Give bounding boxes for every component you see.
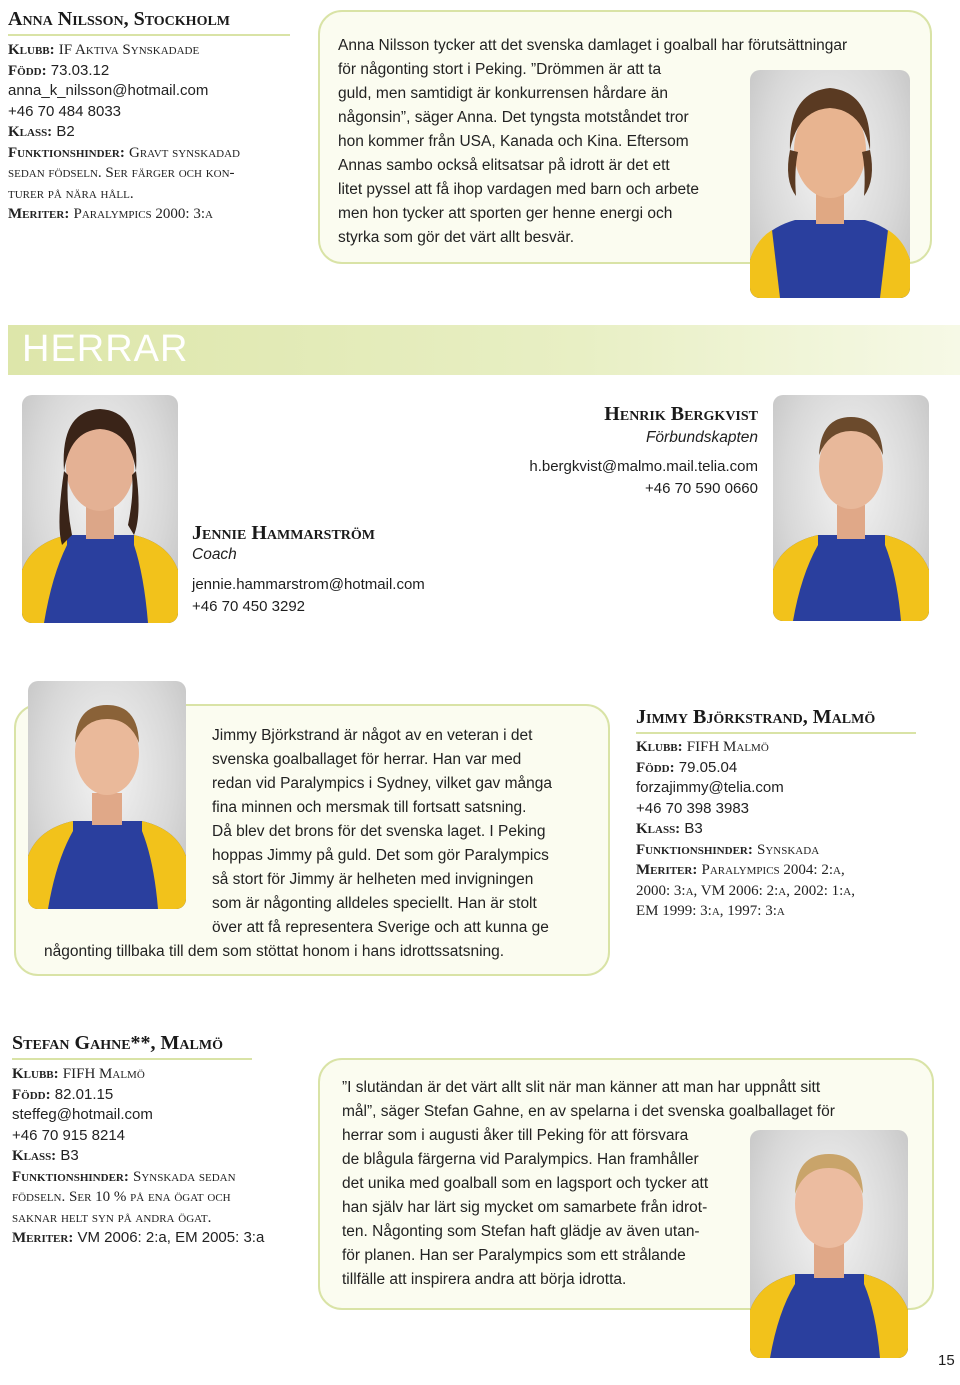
stefan-fodd: 82.01.15	[54, 1085, 114, 1103]
jimmy-meriter-1: Paralympics 2004: 2:a,	[701, 862, 845, 878]
anna-quote-text: Anna Nilsson tycker att det svenska damlaget i goalball har förutsättningar för någonting stort i Peking. ”Drömmen är att ta guld, men samtidigt är konkurrensen hårdare än någonsin”, säger Anna. Det tyngsta motståndet tror hon kommer från USA, Kanada och Kina. Eftersom Annas sambo också elitsatsar på idrott är det ett litet pyssel att få ihop vardagen med barn och arbete men hon tycker att sporten ger henne energi och styrka som gör det värt allt besvär.	[338, 37, 848, 246]
jimmy-info	[636, 737, 936, 922]
anna-info	[8, 40, 298, 225]
funk-label: Funktionshinder:	[636, 841, 753, 858]
fodd-label: Född:	[636, 759, 675, 776]
henrik-email: h.bergkvist@malmo.mail.telia.com	[529, 458, 758, 475]
stefan-email: steffeg@hotmail.com	[12, 1106, 153, 1123]
jimmy-fodd: 79.05.04	[678, 758, 738, 776]
meriter-label: Meriter:	[12, 1230, 74, 1246]
jimmy-klass: B3	[684, 820, 703, 837]
klass-label: Klass:	[12, 1148, 57, 1164]
meriter-label: Meriter:	[636, 862, 698, 878]
henrik-contact	[529, 456, 758, 500]
jimmy-funk: Synskada	[757, 841, 820, 858]
jimmy-email: forzajimmy@telia.com	[636, 779, 784, 796]
jimmy-phone: +46 70 398 3983	[636, 799, 750, 817]
klubb-label: Klubb:	[12, 1066, 59, 1082]
anna-funk-2: sedan födseln. Ser färger och kon-	[8, 165, 235, 181]
fodd-label: Född:	[12, 1086, 51, 1103]
meriter-label: Meriter:	[8, 206, 70, 222]
jennie-role: Coach	[192, 546, 237, 563]
anna-name: Anna Nilsson, Stockholm	[8, 8, 231, 30]
stefan-klubb: FIFH Malmö	[62, 1066, 145, 1082]
jimmy-quote-lastline: någonting tillbaka till dem som stöttat honom i hans idrottssatsning.	[44, 943, 505, 960]
jimmy-portrait-photo	[28, 681, 186, 909]
anna-funk-1: Gravt synskadad	[129, 144, 240, 161]
klubb-label: Klubb:	[636, 739, 683, 755]
klubb-label: Klubb:	[8, 42, 55, 58]
klass-label: Klass:	[636, 821, 681, 837]
jennie-email: jennie.hammarstrom@hotmail.com	[192, 576, 425, 593]
fodd-label: Född:	[8, 62, 47, 79]
anna-name-rule	[8, 34, 290, 36]
anna-meriter: Paralympics 2000: 3:a	[73, 206, 213, 222]
jimmy-name: Jimmy Björkstrand, Malmö	[636, 706, 876, 728]
jennie-phone: +46 70 450 3292	[192, 598, 306, 615]
stefan-klass: B3	[60, 1147, 79, 1164]
klass-label: Klass:	[8, 124, 53, 140]
jennie-portrait-photo	[22, 395, 178, 623]
stefan-phone: +46 70 915 8214	[12, 1126, 126, 1144]
stefan-funk-2: födseln. Ser 10 % på ena ögat och	[12, 1189, 231, 1205]
henrik-portrait-photo	[773, 395, 929, 621]
funk-label: Funktionshinder:	[8, 144, 125, 161]
section-title: HERRAR	[22, 328, 189, 370]
stefan-funk-1: Synskada sedan	[133, 1168, 236, 1185]
henrik-role: Förbundskapten	[645, 429, 758, 446]
stefan-name-rule	[12, 1058, 252, 1060]
anna-phone: +46 70 484 8033	[8, 102, 122, 120]
anna-fodd: 73.03.12	[50, 61, 110, 79]
henrik-phone: +46 70 590 0660	[644, 480, 758, 497]
funk-label: Funktionshinder:	[12, 1168, 129, 1185]
jimmy-name-rule	[636, 732, 916, 734]
stefan-name: Stefan Gahne**, Malmö	[12, 1032, 223, 1054]
anna-klubb: IF Aktiva Synskadade	[58, 42, 200, 58]
stefan-funk-3: saknar helt syn på andra ögat.	[12, 1209, 212, 1226]
stefan-quote-text: ”I slutändan är det värt allt slit när man känner att man har uppnått sitt mål”, säger Stefan Gahne, en av spelarna i det svenska goalballaget för herrar som i augusti åker till Peking för att försvara de blågula färgerna vid Paralympics. Han framhåller det unika med goalball som en lagsport och tycker att han själv har lärt sig mycket om samarbete från idrot- ten. Någonting som Stefan haft glädje av även utan- för planen. Han ser Paralympics som ett strålande tillfälle att inspirera andra att börja idrotta.	[342, 1079, 835, 1288]
jennie-name: Jennie Hammarström	[192, 522, 375, 544]
stefan-meriter: VM 2006: 2:a, EM 2005: 3:a	[77, 1229, 265, 1246]
henrik-name: Henrik Bergkvist	[604, 403, 758, 425]
jennie-contact	[192, 574, 425, 618]
jimmy-meriter-2: 2000: 3:a, VM 2006: 2:a, 2002: 1:a,	[636, 882, 855, 899]
jimmy-meriter-3: EM 1999: 3:a, 1997: 3:a	[636, 903, 785, 919]
jimmy-quote-text: Jimmy Björkstrand är något av en veteran i det svenska goalballaget för herrar. Han var med redan vid Paralympics i Sydney, vilket gav många fina minnen och mersmak till fortsatt satsning. Då blev det brons för det svenska laget. I Peking hoppas Jimmy på guld. Det som gör Paralympics så stort för Jimmy är helheten med invigningen som är någonting alldeles speciellt. Han är stolt över att få representera Sverige och att kunna ge	[212, 727, 553, 936]
anna-email: anna_k_nilsson@hotmail.com	[8, 82, 209, 99]
anna-klass: B2	[56, 123, 75, 140]
anna-funk-3: turer på nära håll.	[8, 185, 134, 202]
jimmy-klubb: FIFH Malmö	[686, 739, 769, 755]
stefan-info	[12, 1064, 312, 1249]
page-number: 15	[938, 1352, 955, 1369]
stefan-portrait-photo	[750, 1130, 908, 1358]
anna-portrait-photo	[750, 70, 910, 298]
